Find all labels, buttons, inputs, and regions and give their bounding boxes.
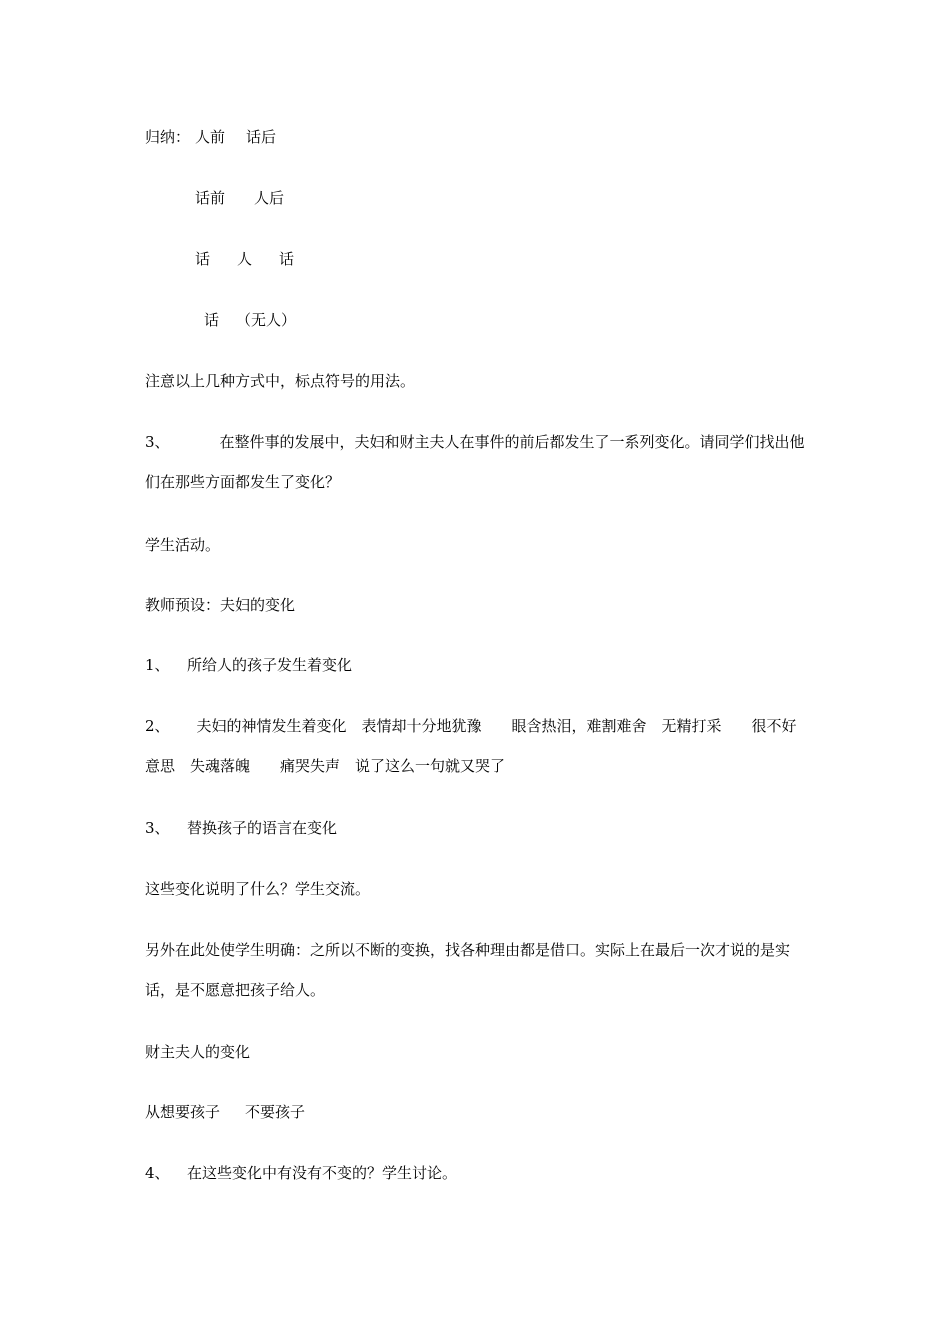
wife-change-b: 不要孩子: [245, 1103, 306, 1121]
summary-row-4: [204, 310, 297, 330]
wife-change-a: 从想要孩子: [145, 1103, 221, 1121]
list-item-number: 2、: [145, 717, 170, 735]
summary-row-3-c: 话: [279, 250, 295, 268]
exchange-line: 这些变化说明了什么？学生交流。: [145, 880, 371, 898]
activity-line: 学生活动。: [145, 536, 221, 554]
wife-change-line: [145, 1102, 306, 1122]
wife-change-title: 财主夫人的变化: [145, 1043, 251, 1061]
list-item-number: 3、: [145, 819, 170, 837]
list-item-text: 替换孩子的语言在变化: [187, 819, 338, 837]
note-paragraph: 注意以上几种方式中，标点符号的用法。: [145, 372, 416, 390]
summary-row-2-a: 话前: [195, 189, 226, 207]
summary-row-3: [195, 249, 295, 269]
question-3: [145, 422, 810, 502]
list-item-text: 所给人的孩子发生着变化: [187, 656, 353, 674]
question-4: [145, 1163, 458, 1183]
list-item: [145, 706, 810, 786]
list-item-number: 1、: [145, 656, 170, 674]
summary-row-2: [195, 188, 285, 208]
list-item: [145, 818, 338, 838]
summary-row-3-b: 人: [237, 250, 253, 268]
summary-row-1-a: 人前: [195, 128, 226, 146]
question-3-text: 在整件事的发展中，夫妇和财主夫人在事件的前后都发生了一系列变化。请同学们找出他们在那些方面都发生了变化？: [145, 433, 805, 491]
clarify-paragraph: 另外在此处使学生明确：之所以不断的变换，找各种理由都是借口。实际上在最后一次才说的是实话，是不愿意把孩子给人。: [145, 941, 791, 999]
summary-label: 归纳：: [145, 128, 191, 146]
summary-row-1-b: 话后: [246, 128, 277, 146]
question-4-text: 在这些变化中有没有不变的？学生讨论。: [187, 1164, 458, 1182]
summary-row-4-a: 话: [204, 311, 220, 329]
summary-row-3-a: 话: [195, 250, 211, 268]
summary-row-2-b: 人后: [254, 189, 285, 207]
question-3-number: 3、: [145, 433, 170, 451]
summary-row-4-b: （无人）: [236, 311, 297, 329]
summary-row-1: [145, 127, 277, 147]
list-item-text: 夫妇的神情发生着变化 表情却十分地犹豫 眼含热泪，难割难舍 无精打采 很不好意思 失魂落魄 痛哭失声 说了这么一句就又哭了: [145, 717, 797, 775]
teacher-preset: 教师预设：夫妇的变化: [145, 596, 296, 614]
question-4-number: 4、: [145, 1164, 170, 1182]
list-item: [145, 655, 353, 675]
